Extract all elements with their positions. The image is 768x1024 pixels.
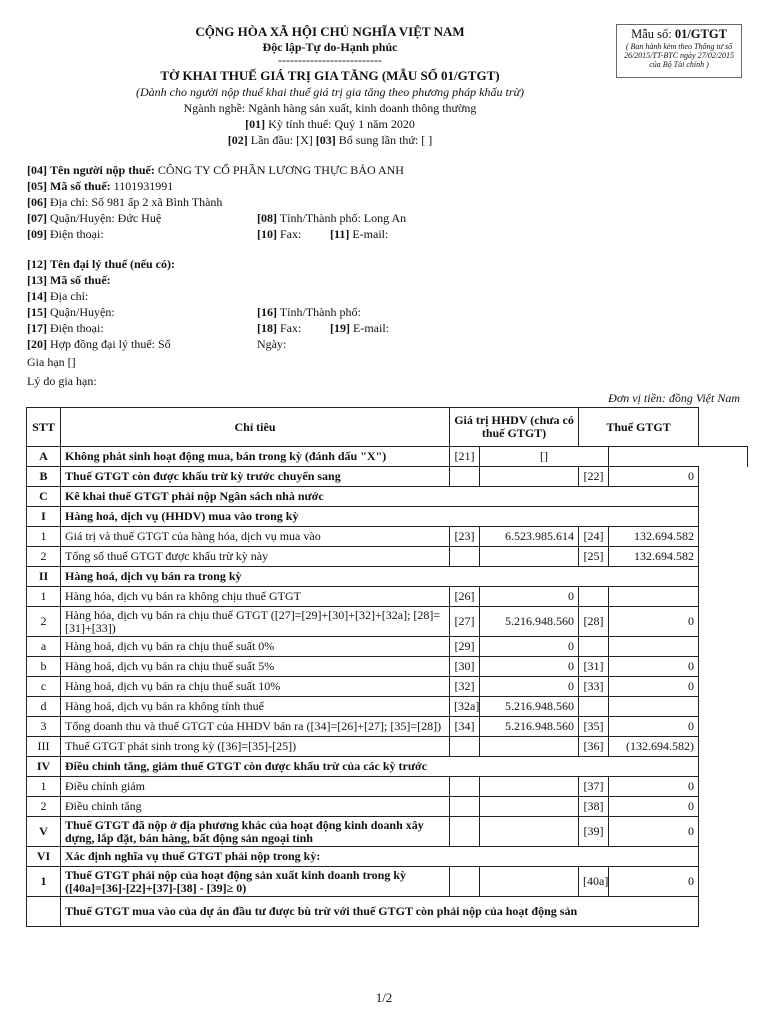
row-tax: 0: [609, 717, 699, 737]
row-label: Hàng hoá, dịch vụ (HHDV) mua vào trong kỳ: [61, 507, 699, 527]
row-value-code-empty: [450, 467, 480, 487]
table-row: [27, 487, 748, 507]
header-divider: --------------------------: [278, 53, 382, 67]
row-label: Điều chỉnh tăng: [61, 797, 450, 817]
table-row: [27, 587, 748, 607]
row-tax-code: [24]: [579, 527, 609, 547]
table-row: [27, 527, 748, 547]
table-row: [27, 637, 748, 657]
row-stt: c: [27, 677, 61, 697]
row-stt: V: [27, 817, 61, 847]
row-empty-tax: [609, 447, 748, 467]
submission-line: [60, 133, 600, 147]
row-label: Thuế GTGT phát sinh trong kỳ ([36]=[35]-[25]): [61, 737, 450, 757]
table-row: [27, 797, 748, 817]
row-stt: C: [27, 487, 61, 507]
row-stt: B: [27, 467, 61, 487]
row-stt: I: [27, 507, 61, 527]
row-stt: A: [27, 447, 61, 467]
row-tax-code: [33]: [579, 677, 609, 697]
row-tax: 0: [609, 777, 699, 797]
row-stt: VI: [27, 847, 61, 867]
agent-contract-date: Ngày:: [257, 337, 287, 351]
taxpayer-fax-row: [10] Fax:: [257, 227, 302, 241]
row-value-code: [26]: [450, 587, 480, 607]
row-value: 5.216.948.560: [480, 717, 579, 737]
table-row: [27, 867, 748, 897]
row-tax-code-empty: [579, 697, 609, 717]
row-tax-code: [25]: [579, 547, 609, 567]
form-number: Mẫu số: 01/GTGT: [631, 27, 727, 41]
row-tax: 0: [609, 607, 699, 637]
row-tax: 0: [609, 817, 699, 847]
tax-period-line: [60, 117, 600, 131]
table-row: [27, 657, 748, 677]
row-tax: 132.694.582: [609, 547, 699, 567]
row-label: Hàng hoá, dịch vụ bán ra trong kỳ: [61, 567, 699, 587]
row-value-code: [30]: [450, 657, 480, 677]
row-value-empty: [480, 797, 579, 817]
row-value-empty: [480, 547, 579, 567]
extension-reason-line: Lý do gia hạn:: [27, 374, 97, 388]
row-stt: b: [27, 657, 61, 677]
taxpayer-province-row: [08] Tỉnh/Thành phố: Long An: [257, 211, 407, 225]
row-stt: 1: [27, 867, 61, 897]
agent-contract-row: [20] Hợp đồng đại lý thuế: Số: [27, 337, 171, 351]
agent-fax-row: [18] Fax:: [257, 321, 302, 335]
form-number-box: [616, 24, 742, 78]
page-number: 1/2: [375, 990, 393, 1005]
row-label: Hàng hóa, dịch vụ bán ra không chịu thuế GTGT: [61, 587, 450, 607]
row-value-code-empty: [450, 777, 480, 797]
row-tax: (132.694.582): [609, 737, 699, 757]
table-row: [27, 757, 748, 777]
row-tax-code: [38]: [579, 797, 609, 817]
row-label: Xác định nghĩa vụ thuế GTGT phải nộp trong kỳ:: [61, 847, 699, 867]
row-value: 0: [480, 637, 579, 657]
row-label: Tổng doanh thu và thuế GTGT của HHDV bán ra ([34]=[26]+[27]; [35]=[28]): [61, 717, 450, 737]
row-label: Kê khai thuế GTGT phải nộp Ngân sách nhà nước: [61, 487, 699, 507]
header-stt: STT: [27, 408, 61, 447]
agent-district-row: [15] Quận/Huyện:: [27, 305, 115, 319]
row-stt: IV: [27, 757, 61, 777]
row-tax-code: [39]: [579, 817, 609, 847]
agent-tax-id-row: [13] Mã số thuế:: [27, 273, 111, 287]
row-tax: 0: [609, 867, 699, 897]
row-tax-code: [40a]: [579, 867, 609, 897]
row-tax-code: [28]: [579, 607, 609, 637]
row-stt: 1: [27, 587, 61, 607]
header-tax: Thuế GTGT: [579, 408, 699, 447]
row-label: Giá trị và thuế GTGT của hàng hóa, dịch vụ mua vào: [61, 527, 450, 547]
table-row: [27, 817, 748, 847]
row-tax-code: [35]: [579, 717, 609, 737]
table-row: [27, 507, 748, 527]
extension-line: Gia hạn []: [27, 355, 76, 369]
row-tax-code-empty: [579, 637, 609, 657]
header-item: Chỉ tiêu: [61, 408, 450, 447]
row-tax: 0: [609, 677, 699, 697]
table-row: [27, 717, 748, 737]
row-label: Thuế GTGT còn được khấu trừ kỳ trước chuyển sang: [61, 467, 450, 487]
row-stt: 2: [27, 797, 61, 817]
agent-address-row: [14] Địa chỉ:: [27, 289, 89, 303]
row-stt: II: [27, 567, 61, 587]
taxpayer-district-row: [07] Quận/Huyện: Đức Huệ: [27, 211, 162, 225]
industry-line: Ngành nghề: Ngành hàng sản xuất, kinh doanh thông thường: [183, 101, 477, 115]
row-value-code: [23]: [450, 527, 480, 547]
table-row: [27, 447, 748, 467]
row-value-code: [34]: [450, 717, 480, 737]
row-label: Điều chỉnh giảm: [61, 777, 450, 797]
header-value: Giá trị HHDV (chưa có thuế GTGT): [450, 408, 579, 447]
row-tax: 0: [609, 797, 699, 817]
row-value-code: [32a]: [450, 697, 480, 717]
row-stt: a: [27, 637, 61, 657]
table-row: [27, 697, 748, 717]
row-value: 0: [480, 677, 579, 697]
row-stt: 1: [27, 527, 61, 547]
first-submission: Lần đầu: [X]: [250, 133, 313, 147]
row-value: 6.523.985.614: [480, 527, 579, 547]
table-row: [27, 677, 748, 697]
taxpayer-tax-id: 1101931991: [113, 179, 174, 193]
table-row: [27, 467, 748, 487]
table-row: [27, 607, 748, 637]
table-row: [27, 737, 748, 757]
row-tax-code: [37]: [579, 777, 609, 797]
row-label: Hàng hoá, dịch vụ bán ra chịu thuế suất 10%: [61, 677, 450, 697]
agent-email-row: [19] E-mail:: [330, 321, 389, 335]
row-tax-code-empty: [579, 587, 609, 607]
form-subtitle: (Dành cho người nộp thuế khai thuế giá trị gia tăng theo phương pháp khấu trừ): [135, 85, 525, 99]
motto: Độc lập-Tự do-Hạnh phúc: [262, 40, 398, 54]
row-stt: 1: [27, 777, 61, 797]
row-tax-empty: [609, 637, 699, 657]
row-stt: d: [27, 697, 61, 717]
row-label: Thuế GTGT phải nộp của hoạt động sản xuất kinh doanh trong kỳ ([40a]=[36]-[22]+[37]-[38] - [39]≥ 0): [61, 867, 450, 897]
row-value: 5.216.948.560: [480, 607, 579, 637]
row-value-code: [29]: [450, 637, 480, 657]
table-row: [27, 547, 748, 567]
field-code: [01]: [245, 117, 266, 131]
table-header-row: [27, 408, 748, 447]
row-value-empty: [480, 737, 579, 757]
taxpayer-address-row: [06] Địa chỉ: Số 981 ấp 2 xã Bình Thành: [27, 195, 223, 209]
field-code: [02]: [227, 133, 248, 147]
taxpayer-name-row: [04] Tên người nộp thuế: CÔNG TY CỔ PHẦN LƯƠNG THỰC BẢO ANH: [27, 163, 404, 177]
row-label: Thuế GTGT mua vào của dự án đầu tư được bù trừ với thuế GTGT còn phải nộp của hoạt động sản: [61, 897, 699, 927]
row-label: Hàng hoá, dịch vụ bán ra chịu thuế suất 5%: [61, 657, 450, 677]
form-legal-note: ( Ban hành kèm theo Thông tư số 26/2015/TT-BTC ngày 27/02/2015 của Bộ Tài chính ): [623, 42, 735, 69]
row-tax-code: [36]: [579, 737, 609, 757]
row-value-code-empty: [450, 817, 480, 847]
row-label: Hàng hoá, dịch vụ bán ra chịu thuế suất 0%: [61, 637, 450, 657]
taxpayer-tax-id-row: [05] Mã số thuế: 1101931991: [27, 179, 174, 193]
row-value-code-empty: [450, 867, 480, 897]
row-label: Hàng hóa, dịch vụ bán ra chịu thuế GTGT ([27]=[29]+[30]+[32]+[32a]; [28]=[31]+[33]): [61, 607, 450, 637]
row-tax: 0: [609, 657, 699, 677]
row-label: Tổng số thuế GTGT được khấu trừ kỳ này: [61, 547, 450, 567]
row-tax: 0: [609, 467, 699, 487]
row-stt: 3: [27, 717, 61, 737]
table-row: [27, 567, 748, 587]
table-row: [27, 777, 748, 797]
agent-name-row: [12] Tên đại lý thuế (nếu có):: [27, 257, 176, 271]
row-value-code: [21]: [450, 447, 480, 467]
table-row: [27, 897, 748, 927]
row-label: Hàng hoá, dịch vụ bán ra không tính thuế: [61, 697, 450, 717]
row-tax-empty: [609, 697, 699, 717]
row-value-code-empty: [450, 547, 480, 567]
row-value: 0: [480, 587, 579, 607]
row-label: Không phát sinh hoạt động mua, bán trong kỳ (đánh dấu "X"): [61, 447, 450, 467]
table-row: [27, 847, 748, 867]
currency-unit: Đơn vị tiền: đồng Việt Nam: [608, 391, 740, 405]
field-code: [03]: [315, 133, 336, 147]
supplement-submission: Bổ sung lần thứ: [ ]: [338, 133, 433, 147]
row-value-code: [32]: [450, 677, 480, 697]
tax-table: [26, 407, 748, 927]
row-stt: III: [27, 737, 61, 757]
tax-period: Kỳ tính thuế: Quý 1 năm 2020: [268, 117, 415, 131]
row-label: Thuế GTGT đã nộp ở địa phương khác của hoạt động kinh doanh xây dựng, lắp đặt, bán hàng, bất động sản ngoại tỉnh: [61, 817, 450, 847]
row-value-code-empty: [450, 737, 480, 757]
agent-province-row: [16] Tỉnh/Thành phố:: [257, 305, 361, 319]
row-value-empty: [480, 777, 579, 797]
agent-phone-row: [17] Điện thoại:: [27, 321, 104, 335]
row-value-code: [27]: [450, 607, 480, 637]
row-value: []: [480, 447, 609, 467]
row-value-code-empty: [450, 797, 480, 817]
row-stt: 2: [27, 607, 61, 637]
row-stt: [27, 897, 61, 927]
taxpayer-email-row: [11] E-mail:: [330, 227, 389, 241]
row-tax-empty: [609, 587, 699, 607]
form-title: TỜ KHAI THUẾ GIÁ TRỊ GIA TĂNG (MẪU SỐ 01/GTGT): [160, 68, 500, 83]
row-value: 5.216.948.560: [480, 697, 579, 717]
row-label: Điều chỉnh tăng, giảm thuế GTGT còn được khấu trừ của các kỳ trước: [61, 757, 699, 777]
taxpayer-phone-row: [09] Điện thoại:: [27, 227, 104, 241]
row-value-empty: [480, 867, 579, 897]
row-stt: 2: [27, 547, 61, 567]
republic-heading: CỘNG HÒA XÃ HỘI CHỦ NGHĨA VIỆT NAM: [195, 24, 465, 39]
row-tax-code: [31]: [579, 657, 609, 677]
row-value-empty: [480, 817, 579, 847]
row-tax-code: [22]: [579, 467, 609, 487]
taxpayer-name: CÔNG TY CỔ PHẦN LƯƠNG THỰC BẢO ANH: [157, 163, 404, 177]
row-tax: 132.694.582: [609, 527, 699, 547]
row-value: 0: [480, 657, 579, 677]
row-value-empty: [480, 467, 579, 487]
